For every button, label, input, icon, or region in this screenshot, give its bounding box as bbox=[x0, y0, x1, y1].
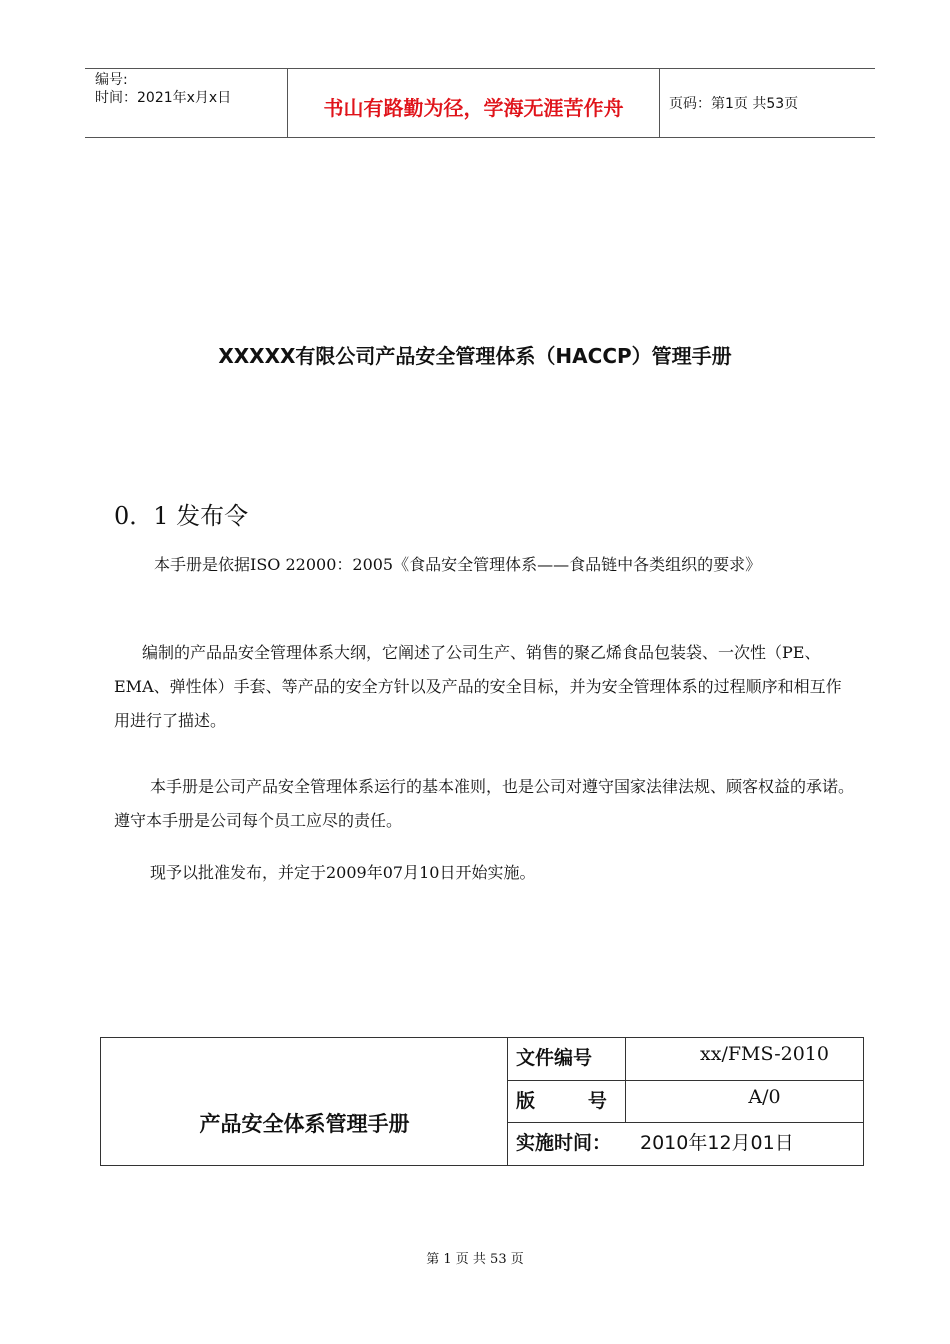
version-row bbox=[508, 1081, 863, 1123]
manual-name-cell bbox=[101, 1038, 508, 1165]
header-motto: 书山有路勤为径，学海无涯苦作舟 bbox=[287, 69, 660, 137]
document-info-table bbox=[100, 1037, 864, 1166]
page-header bbox=[85, 68, 875, 138]
time-label: 时间：2021年x月x日 bbox=[95, 90, 232, 106]
doc-number-label: 文件编号 bbox=[508, 1038, 626, 1080]
paragraph-1: 本手册是依据ISO 22000：2005《食品安全管理体系——食品链中各类组织的要求》 bbox=[154, 555, 762, 574]
header-page-info: 页码：第1页 共53页 bbox=[669, 96, 799, 112]
page-footer: 第 1 页 共 53 页 bbox=[426, 1252, 524, 1267]
date-value: 2010年12月01日 bbox=[640, 1132, 794, 1154]
date-row bbox=[508, 1123, 863, 1165]
version-value: A/0 bbox=[748, 1086, 781, 1108]
date-label: 实施时间： bbox=[516, 1132, 612, 1154]
version-label: 版 号 bbox=[508, 1081, 626, 1122]
paragraph-3: 本手册是公司产品安全管理体系运行的基本准则，也是公司对遵守国家法律法规、顾客权益的承诺。遵守本手册是公司每个员工应尽的责任。 bbox=[114, 777, 855, 830]
doc-number-value: xx/FMS-2010 bbox=[700, 1043, 829, 1065]
doc-number-row bbox=[508, 1038, 863, 1081]
code-label: 编号: bbox=[95, 72, 128, 88]
paragraph-4: 现予以批准发布，并定于2009年07月10日开始实施。 bbox=[150, 863, 536, 882]
header-meta bbox=[85, 69, 287, 137]
document-title: XXXXX有限公司产品安全管理体系（HACCP）管理手册 bbox=[218, 344, 732, 368]
section-heading: 0．1 发布令 bbox=[114, 502, 249, 530]
manual-name: 产品安全体系管理手册 bbox=[199, 1112, 410, 1136]
paragraph-2: 编制的产品品安全管理体系大纲，它阐述了公司生产、销售的聚乙烯食品包装袋、一次性（PE、EMA、弹性体）手套、等产品的安全方针以及产品的安全目标，并为安全管理体系的过程顺序和相互作用进行了描述。 bbox=[114, 643, 842, 730]
